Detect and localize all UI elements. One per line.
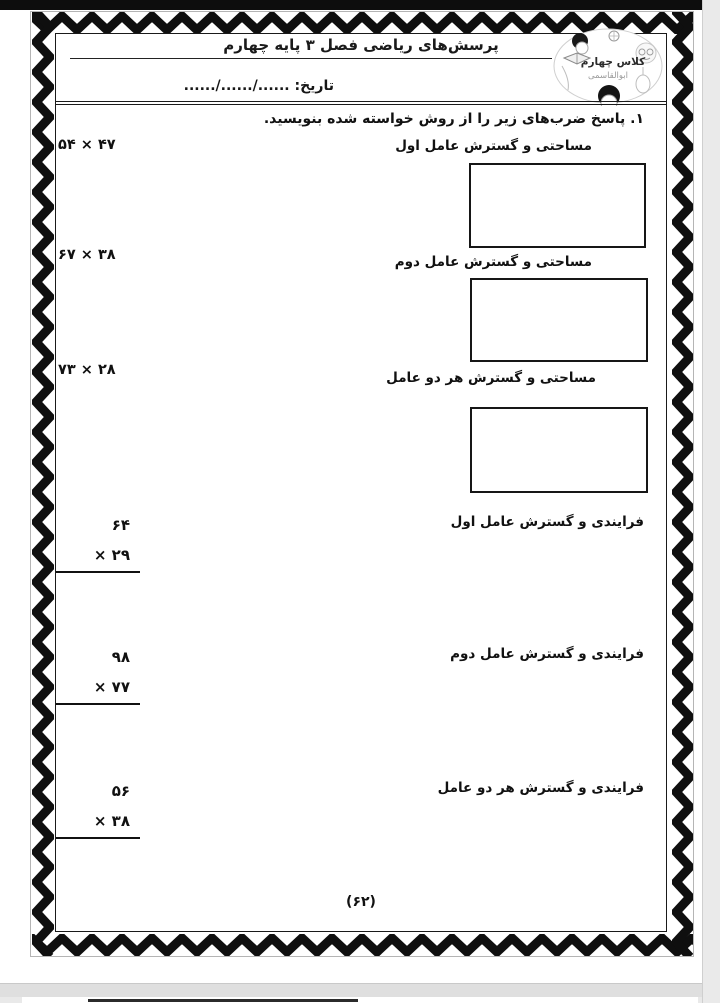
expression-area-first: ۵۴ × ۴۷	[58, 137, 116, 153]
multiplicand: ۵۶	[111, 782, 130, 800]
method-label-area-second: مساحتی و گسترش عامل دوم	[394, 254, 592, 270]
multiplier: × ۷۷	[93, 678, 130, 696]
method-label-process-first: فرایندی و گسترش عامل اول	[450, 514, 644, 530]
multiplier: × ۳۸	[93, 812, 130, 830]
method-label-process-both: فرایندی و گسترش هر دو عامل	[437, 780, 644, 796]
vertical-multiplication-both	[56, 780, 140, 839]
date-field: تاریخ: ....../....../......	[183, 78, 334, 94]
viewer-right-margin	[702, 0, 720, 1003]
method-label-area-first: مساحتی و گسترش عامل اول	[395, 138, 592, 154]
page-title: پرسش‌های ریاضی فصل ۳ پایه چهارم	[223, 36, 499, 54]
multiplicand: ۶۴	[111, 516, 130, 534]
page-separator	[0, 983, 702, 997]
logo-line1: کلاس چهارم	[580, 56, 646, 68]
expression-area-both: ۷۳ × ۲۸	[58, 362, 116, 378]
multiplicand: ۹۸	[111, 648, 130, 666]
expression-area-second: ۶۷ × ۳۸	[58, 247, 116, 263]
page-number: (۶۲)	[346, 894, 376, 910]
answer-box-area-both	[470, 407, 648, 493]
vertical-multiplication-first	[56, 514, 140, 573]
logo-line2: ابوالقاسمی	[587, 71, 629, 81]
title-underline	[70, 58, 552, 59]
class-logo	[550, 26, 665, 106]
next-page-top-bar	[88, 999, 358, 1002]
method-label-process-second: فرایندی و گسترش عامل دوم	[450, 646, 644, 662]
multiplier: × ۲۹	[93, 546, 130, 564]
answer-box-area-first	[469, 163, 646, 248]
header-double-rule	[55, 101, 667, 105]
question-text: ۱. پاسخ ضرب‌های زیر را از روش خواسته شده بنویسید.	[263, 111, 644, 127]
method-label-area-both: مساحتی و گسترش هر دو عامل	[386, 370, 596, 386]
answer-box-area-second	[470, 278, 648, 362]
vertical-multiplication-second	[56, 646, 140, 705]
page-top-black-bar	[0, 0, 702, 10]
